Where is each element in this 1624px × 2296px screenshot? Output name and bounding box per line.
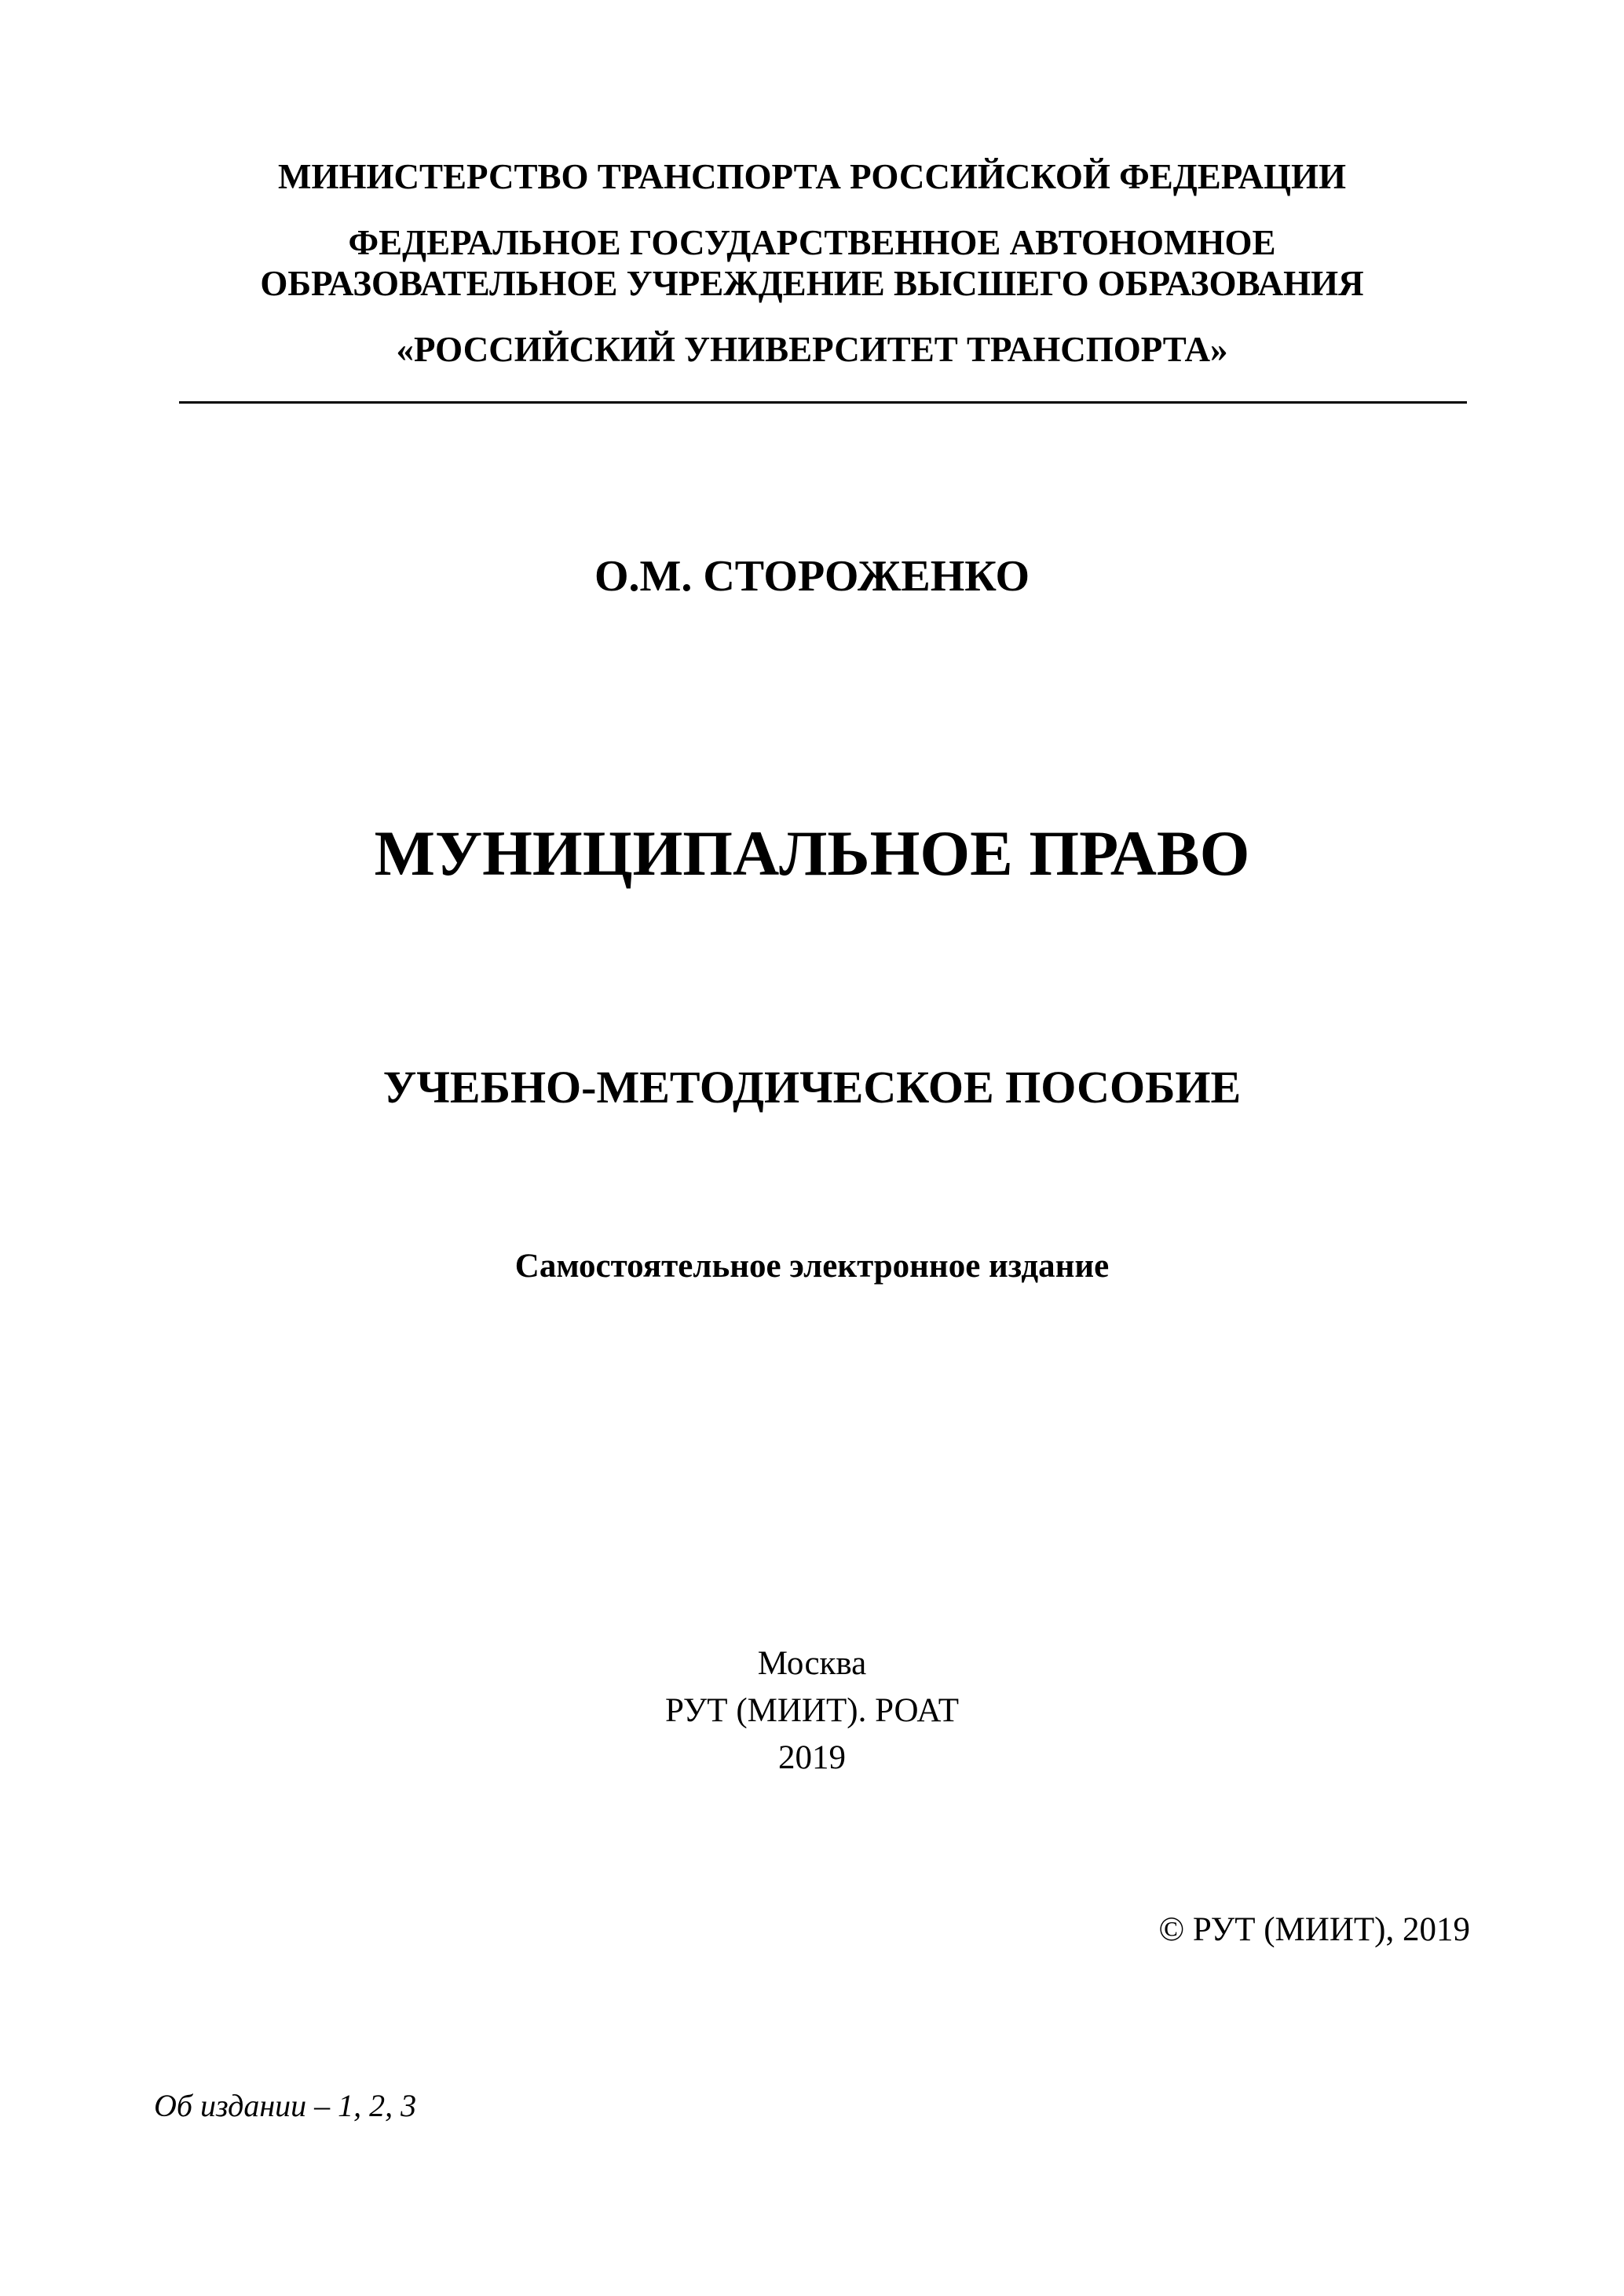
- document-title: МУНИЦИПАЛЬНОЕ ПРАВО: [374, 817, 1250, 889]
- university-heading: «РОССИЙСКИЙ УНИВЕРСИТЕТ ТРАНСПОРТА»: [396, 330, 1228, 369]
- institution-heading-line1: ФЕДЕРАЛЬНОЕ ГОСУДАРСТВЕННОЕ АВТОНОМНОЕ: [348, 223, 1276, 262]
- imprint-city: Москва: [757, 1645, 867, 1682]
- header-divider: [179, 401, 1467, 404]
- institution-heading-line2: ОБРАЗОВАТЕЛЬНОЕ УЧРЕЖДЕНИЕ ВЫСШЕГО ОБРАЗОВАНИЯ: [260, 264, 1364, 303]
- edition-type: Самостоятельное электронное издание: [514, 1248, 1110, 1285]
- author-name: О.М. СТОРОЖЕНКО: [594, 552, 1030, 601]
- copyright-notice: © РУТ (МИИТ), 2019: [1158, 1911, 1470, 1948]
- document-subtitle: УЧЕБНО-МЕТОДИЧЕСКОЕ ПОСОБИЕ: [382, 1062, 1242, 1113]
- imprint-publisher: РУТ (МИИТ). РОАТ: [665, 1692, 959, 1729]
- imprint-year: 2019: [778, 1739, 846, 1776]
- ministry-heading: МИНИСТЕРСТВО ТРАНСПОРТА РОССИЙСКОЙ ФЕДЕРАЦИИ: [277, 157, 1347, 196]
- about-edition-link[interactable]: Об издании – 1, 2, 3: [154, 2088, 417, 2123]
